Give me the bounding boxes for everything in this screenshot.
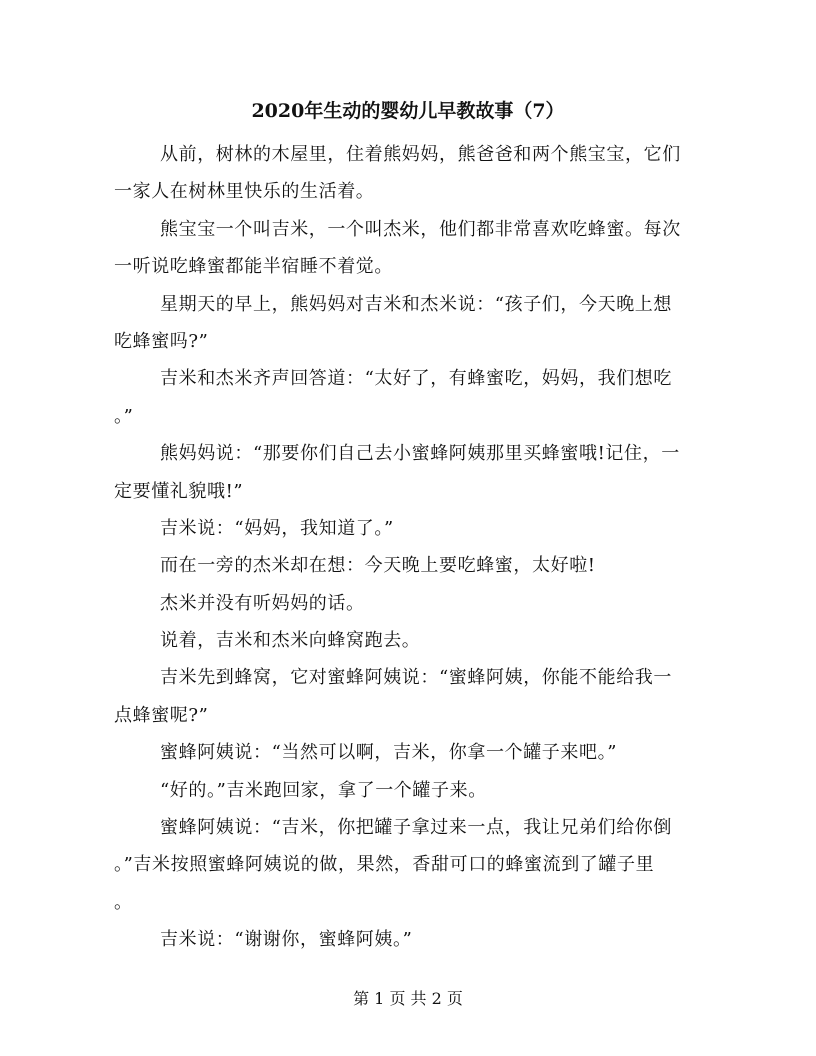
- paragraph-line: 。”吉米按照蜜蜂阿姨说的做，果然，香甜可口的蜂蜜流到了罐子里: [114, 854, 655, 876]
- paragraph-line: 吉米和杰米齐声回答道：“太好了，有蜂蜜吃，妈妈，我们想吃: [160, 368, 672, 390]
- story-body: [114, 136, 694, 959]
- paragraph-line: 蜜蜂阿姨说：“当然可以啊，吉米，你拿一个罐子来吧。”: [160, 742, 618, 764]
- paragraph-line: “好的。”吉米跑回家，拿了一个罐子来。: [160, 779, 487, 801]
- paragraph-line: 熊宝宝一个叫吉米，一个叫杰米，他们都非常喜欢吃蜂蜜。每次: [160, 218, 681, 240]
- paragraph-line: 吉米说：“妈妈，我知道了。”: [160, 517, 394, 539]
- paragraph-line: 一家人在树林里快乐的生活着。: [114, 181, 375, 203]
- paragraph-line: 吉米说：“谢谢你，蜜蜂阿姨。”: [160, 929, 413, 951]
- paragraph-line: 吃蜂蜜吗?”: [114, 330, 209, 352]
- paragraph-line: 吉米先到蜂窝，它对蜜蜂阿姨说：“蜜蜂阿姨，你能不能给我一: [160, 667, 672, 689]
- paragraph-line: 杰米并没有听妈妈的话。: [160, 592, 365, 614]
- paragraph-line: 蜜蜂阿姨说：“吉米，你把罐子拿过来一点，我让兄弟们给你倒: [160, 817, 672, 839]
- page-title: 2020年生动的婴幼儿早教故事（7）: [251, 100, 565, 122]
- paragraph-line: 说着，吉米和杰米向蜂窝跑去。: [160, 630, 421, 652]
- paragraph-line: 点蜂蜜呢?”: [114, 704, 209, 726]
- paragraph-line: 星期天的早上，熊妈妈对吉米和杰米说：“孩子们，今天晚上想: [160, 293, 672, 315]
- paragraph-line: 从前，树林的木屋里，住着熊妈妈，熊爸爸和两个熊宝宝，它们: [160, 144, 681, 165]
- page-footer: 第 1 页 共 2 页: [353, 989, 463, 1008]
- paragraph-line: 。”: [114, 405, 134, 427]
- paragraph-line: 一听说吃蜂蜜都能半宿睡不着觉。: [114, 256, 393, 278]
- paragraph-line: 。: [114, 891, 133, 913]
- paragraph-line: 而在一旁的杰米却在想：今天晚上要吃蜂蜜，太好啦!: [160, 555, 596, 577]
- paragraph-line: 定要懂礼貌哦!”: [114, 480, 244, 502]
- paragraph-line: 熊妈妈说：“那要你们自己去小蜜蜂阿姨那里买蜂蜜哦!记住，一: [160, 443, 680, 465]
